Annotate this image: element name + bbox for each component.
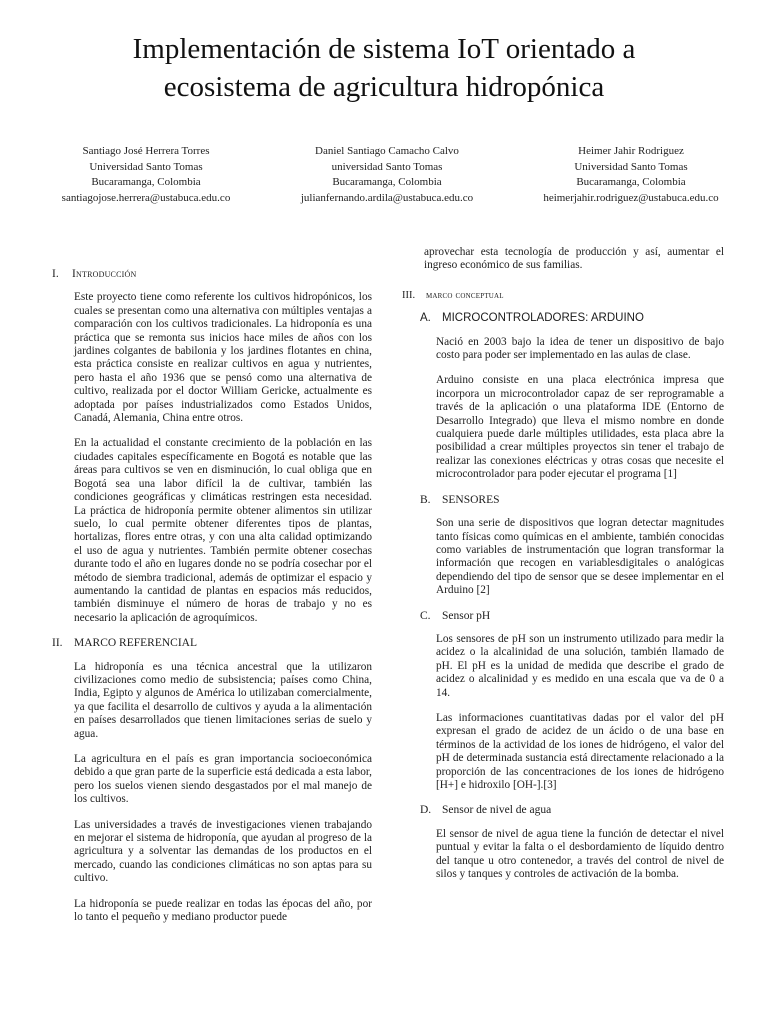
paper-title	[60, 30, 708, 106]
author-affiliation: universidad Santo Tomas	[331, 160, 443, 173]
title-line-2: ecosistema de agricultura hidropónica	[163, 71, 605, 103]
section-title: MARCO REFERENCIAL	[74, 637, 197, 650]
body-paragraph: En la actualidad el constante crecimiento de la población en las ciudades capitales específicamente en Bogotá es notable que las áreas para cultivos se ven en disminución, lo cual obliga que en Bogotá sea una labor difícil la de cultivar, también las condiciones geográficas y climáticas restringen esta necesidad. La práctica de hidroponía permite obtener alimentos sin utilizar suelo, lo cual permite obtener diferentes tipos de plantas, hortalizas, flores entre otras, y con una alta calidad optimizando el uso de agua y nutrientes. También permite obtener cosechas durante todo el año en lugares donde no se podría cosechar por el método de siembra tradicional, además de optimizar el espacio y aumentando la cantidad de plantas en espacios más reducidos, también disminuye el número de horas de trabajo y no es necesario la aplicación de agroquímicos.	[74, 437, 372, 624]
body-paragraph: La hidroponía se puede realizar en todas las épocas del año, por lo tanto el pequeño y mediano productor puede	[74, 897, 372, 924]
title-line-1: Implementación de sistema IoT orientado a	[132, 33, 636, 65]
body-paragraph: Este proyecto tiene como referente los cultivos hidropónicos, los cuales se presentan como una alternativa con múltiples ventajas a comparación con los cultivos tradicionales. La hidroponía es una práctica que se remonta sus inicios hace miles de años con los jardines colgantes de babilonia y los jardines flotantes en china, esta práctica consiste en realizar cultivos en agua y nutrientes, pero hasta el año 1936 que se pensó como una alternativa de cultivo, realizada por el doctor William Gericke, actualmente es adoptada por países industrializados como Estados Unidos, Canadá, Alemania, China entre otros.	[74, 291, 372, 425]
body-paragraph: Las informaciones cuantitativas dadas por el valor del pH expresan el grado de acidez de un ácido o de una base en términos de la actividad de los iones de hidrógeno, el valor del pH de determinada sustancia está directamente relacionado a la proporción de las concentraciones de los iones de hidrógeno [H+] e hidroxilo [OH-].[3]	[436, 711, 724, 791]
body-paragraph: Son una serie de dispositivos que logran detectar magnitudes tanto físicas como químicas en el ambiente, también conocidas como variables de instrumentación que logran transformar la información que recogen en variablesdigitales o analógicas dependiendo del tipo de sensor que se desee implementar en el Arduino [2]	[436, 517, 724, 597]
subsection-heading-d	[402, 804, 724, 817]
section-number: III.	[402, 289, 416, 301]
author-name: Heimer Jahir Rodriguez	[578, 145, 684, 157]
subsection-title: SENSORES	[442, 493, 500, 506]
subsection-title: Sensor de nivel de agua	[442, 804, 552, 817]
section-heading-introduccion	[52, 268, 372, 281]
body-paragraph: Arduino consiste en una placa electrónica impresa que incorpora un microcontrolador capaz de ser reprogramable a través de la aplicación o una plataforma IDE (Entorno de Desarrollo Integrado) que lleva el mismo nombre en donde cualquiera puede darle múltiples utilidades, esta placa abre la posibilidad a crear múltiples proyectos sin tener el trabajo de realizar las conexiones eléctricas y otras cosas que necesite el microcontrolador para poder ejecutar el programa [1]	[436, 374, 724, 481]
author-block-3	[536, 144, 726, 206]
author-name: Santiago José Herrera Torres	[82, 145, 210, 157]
subsection-heading-c	[402, 610, 724, 623]
section-heading-marco-referencial	[52, 637, 372, 650]
author-email: julianfernando.ardila@ustabuca.edu.co	[300, 191, 474, 204]
author-affiliation: Universidad Santo Tomas	[89, 160, 203, 173]
body-paragraph: Las universidades a través de investigaciones vienen trabajando en mejorar el sistema de hidroponía, que ayudan al progreso de la agricultura y a solventar las demandas de los productos en el mercado, cuando las condiciones climáticas no son aptas para su cultivo.	[74, 818, 372, 885]
right-column	[402, 246, 724, 893]
section-number: II.	[52, 637, 63, 650]
author-name: Daniel Santiago Camacho Calvo	[315, 145, 459, 157]
body-paragraph: Nació en 2003 bajo la idea de tener un dispositivo de bajo costo para poder ser implementado en las aulas de clase.	[436, 335, 724, 362]
author-email: heimerjahir.rodriguez@ustabuca.edu.co	[543, 191, 719, 204]
subsection-heading-a	[402, 312, 724, 325]
section-title: marco conceptual	[426, 289, 504, 301]
author-location: Bucaramanga, Colombia	[332, 176, 442, 188]
section-number: I.	[52, 268, 59, 280]
author-block-2	[286, 144, 488, 206]
subsection-number: D.	[420, 804, 432, 817]
section-heading-marco-conceptual	[402, 289, 724, 302]
author-location: Bucaramanga, Colombia	[91, 176, 201, 188]
author-email: santiagojose.herrera@ustabuca.edu.co	[61, 191, 231, 204]
subsection-title: MICROCONTROLADORES: ARDUINO	[442, 312, 644, 325]
subsection-number: C.	[420, 609, 431, 622]
body-paragraph: El sensor de nivel de agua tiene la función de detectar el nivel puntual y evitar la falta o el desbordamiento de líquido dentro del tanque u otro contenedor, a través del control de nivel de silos y tanques y controles de activación de la bomba.	[436, 827, 724, 881]
author-location: Bucaramanga, Colombia	[576, 176, 686, 188]
body-paragraph: Los sensores de pH son un instrumento utilizado para medir la acidez o la alcalinidad de una solución, también llamado de pH. El pH es la unidad de medida que describe el grado de acidez o alcalinidad y es medido en una escala que va de 0 a 14.	[436, 632, 724, 699]
author-block-1	[48, 144, 244, 206]
body-paragraph-continuation: aprovechar esta tecnología de producción y así, aumentar el ingreso económico de sus familias.	[424, 246, 724, 272]
subsection-number: A.	[420, 312, 431, 325]
body-paragraph: La agricultura en el país es gran importancia socioeconómica debido a que gran parte de la superficie está dedicada a esta labor, pero los suelos vienen siendo desgastados por el mal manejo de los cultivos.	[74, 753, 372, 806]
subsection-number: B.	[420, 493, 431, 506]
body-paragraph: La hidroponía es una técnica ancestral que la utilizaron civilizaciones como medio de subsistencia; países como China, India, Egipto y algunos de América lo utilizaban comercialmente, ya que facilita el desarrollo de cultivos y ayuda a la alimentación en países desarrollados que tienen limitaciones serias de suelo y agua.	[74, 660, 372, 740]
subsection-heading-b	[402, 494, 724, 507]
author-affiliation: Universidad Santo Tomas	[574, 160, 688, 173]
subsection-title: Sensor pH	[442, 609, 491, 622]
left-column	[52, 244, 372, 936]
section-title: Introducción	[72, 268, 137, 280]
